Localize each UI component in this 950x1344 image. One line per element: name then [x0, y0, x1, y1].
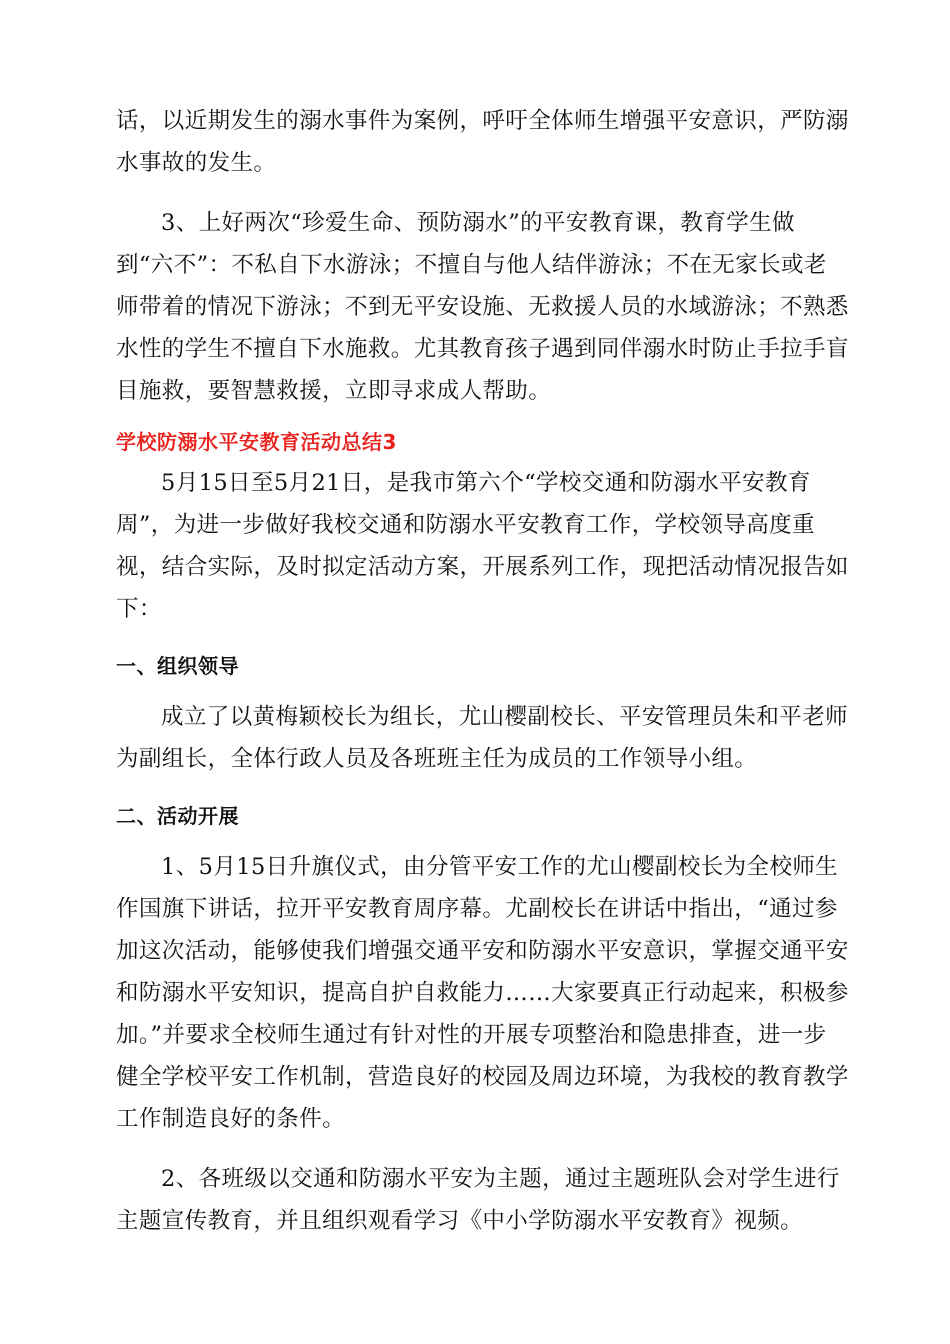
text-line: 健全学校平安工作机制，营造良好的校园及周边环境，为我校的教育教学 — [116, 1064, 849, 1090]
text-line: 视，结合实际，及时拟定活动方案，开展系列工作，现把活动情况报告如 — [116, 554, 849, 580]
text-line: 1、5月15日升旗仪式，由分管平安工作的尤山樱副校长为全校师生 — [161, 854, 839, 880]
heading-activities: 二、活动开展 — [116, 804, 239, 828]
text-line: 到“六不”：不私自下水游泳；不擅自与他人结伴游泳；不在无家长或老 — [116, 252, 827, 278]
text-line: 目施救，要智慧救援，立即寻求成人帮助。 — [116, 378, 552, 404]
text-line: 2、各班级以交通和防溺水平安为主题，通过主题班队会对学生进行 — [161, 1166, 840, 1192]
text-line: 成立了以黄梅颖校长为组长，尤山樱副校长、平安管理员朱和平老师 — [161, 704, 849, 730]
text-line: 水性的学生不擅自下水施救。尤其教育孩子遇到同伴溺水时防止手拉手盲 — [116, 336, 849, 362]
text-line: 话，以近期发生的溺水事件为案例，呼吁全体师生增强平安意识，严防溺 — [116, 108, 849, 134]
paragraph-continuation — [116, 100, 849, 184]
heading-organization: 一、组织领导 — [116, 654, 239, 678]
text-line: 5月15日至5月21日，是我市第六个“学校交通和防溺水平安教育 — [161, 470, 811, 496]
text-line: 水事故的发生。 — [116, 150, 277, 176]
text-line: 师带着的情况下游泳；不到无平安设施、无救援人员的水域游泳；不熟悉 — [116, 294, 849, 320]
section-title: 学校防溺水平安教育活动总结3 — [116, 430, 397, 454]
text-line: 主题宣传教育，并且组织观看学习《中小学防溺水平安教育》视频。 — [116, 1208, 804, 1234]
paragraph-intro — [116, 462, 849, 630]
text-line: 和防溺水平安知识，提高自护自救能力……大家要真正行动起来，积极参 — [116, 980, 849, 1006]
paragraph-organization — [116, 696, 849, 780]
text-line: 加。”并要求全校师生通过有针对性的开展专项整治和隐患排查，进一步 — [116, 1022, 827, 1048]
text-line: 加这次活动，能够使我们增强交通平安和防溺水平安意识，掌握交通平安 — [116, 938, 849, 964]
document-page — [116, 100, 849, 1242]
paragraph-item-3 — [116, 202, 849, 412]
text-line: 为副组长，全体行政人员及各班班主任为成员的工作领导小组。 — [116, 746, 758, 772]
text-line: 周”，为进一步做好我校交通和防溺水平安教育工作，学校领导高度重 — [116, 512, 815, 538]
text-line: 作国旗下讲话，拉开平安教育周序幕。尤副校长在讲话中指出，“通过参 — [116, 896, 838, 922]
text-line: 工作制造良好的条件。 — [116, 1106, 346, 1132]
text-line: 3、上好两次“珍爱生命、预防溺水”的平安教育课，教育学生做 — [161, 210, 795, 236]
paragraph-activity-2 — [116, 1158, 840, 1242]
text-line: 下： — [116, 596, 162, 622]
paragraph-activity-1 — [116, 846, 849, 1140]
